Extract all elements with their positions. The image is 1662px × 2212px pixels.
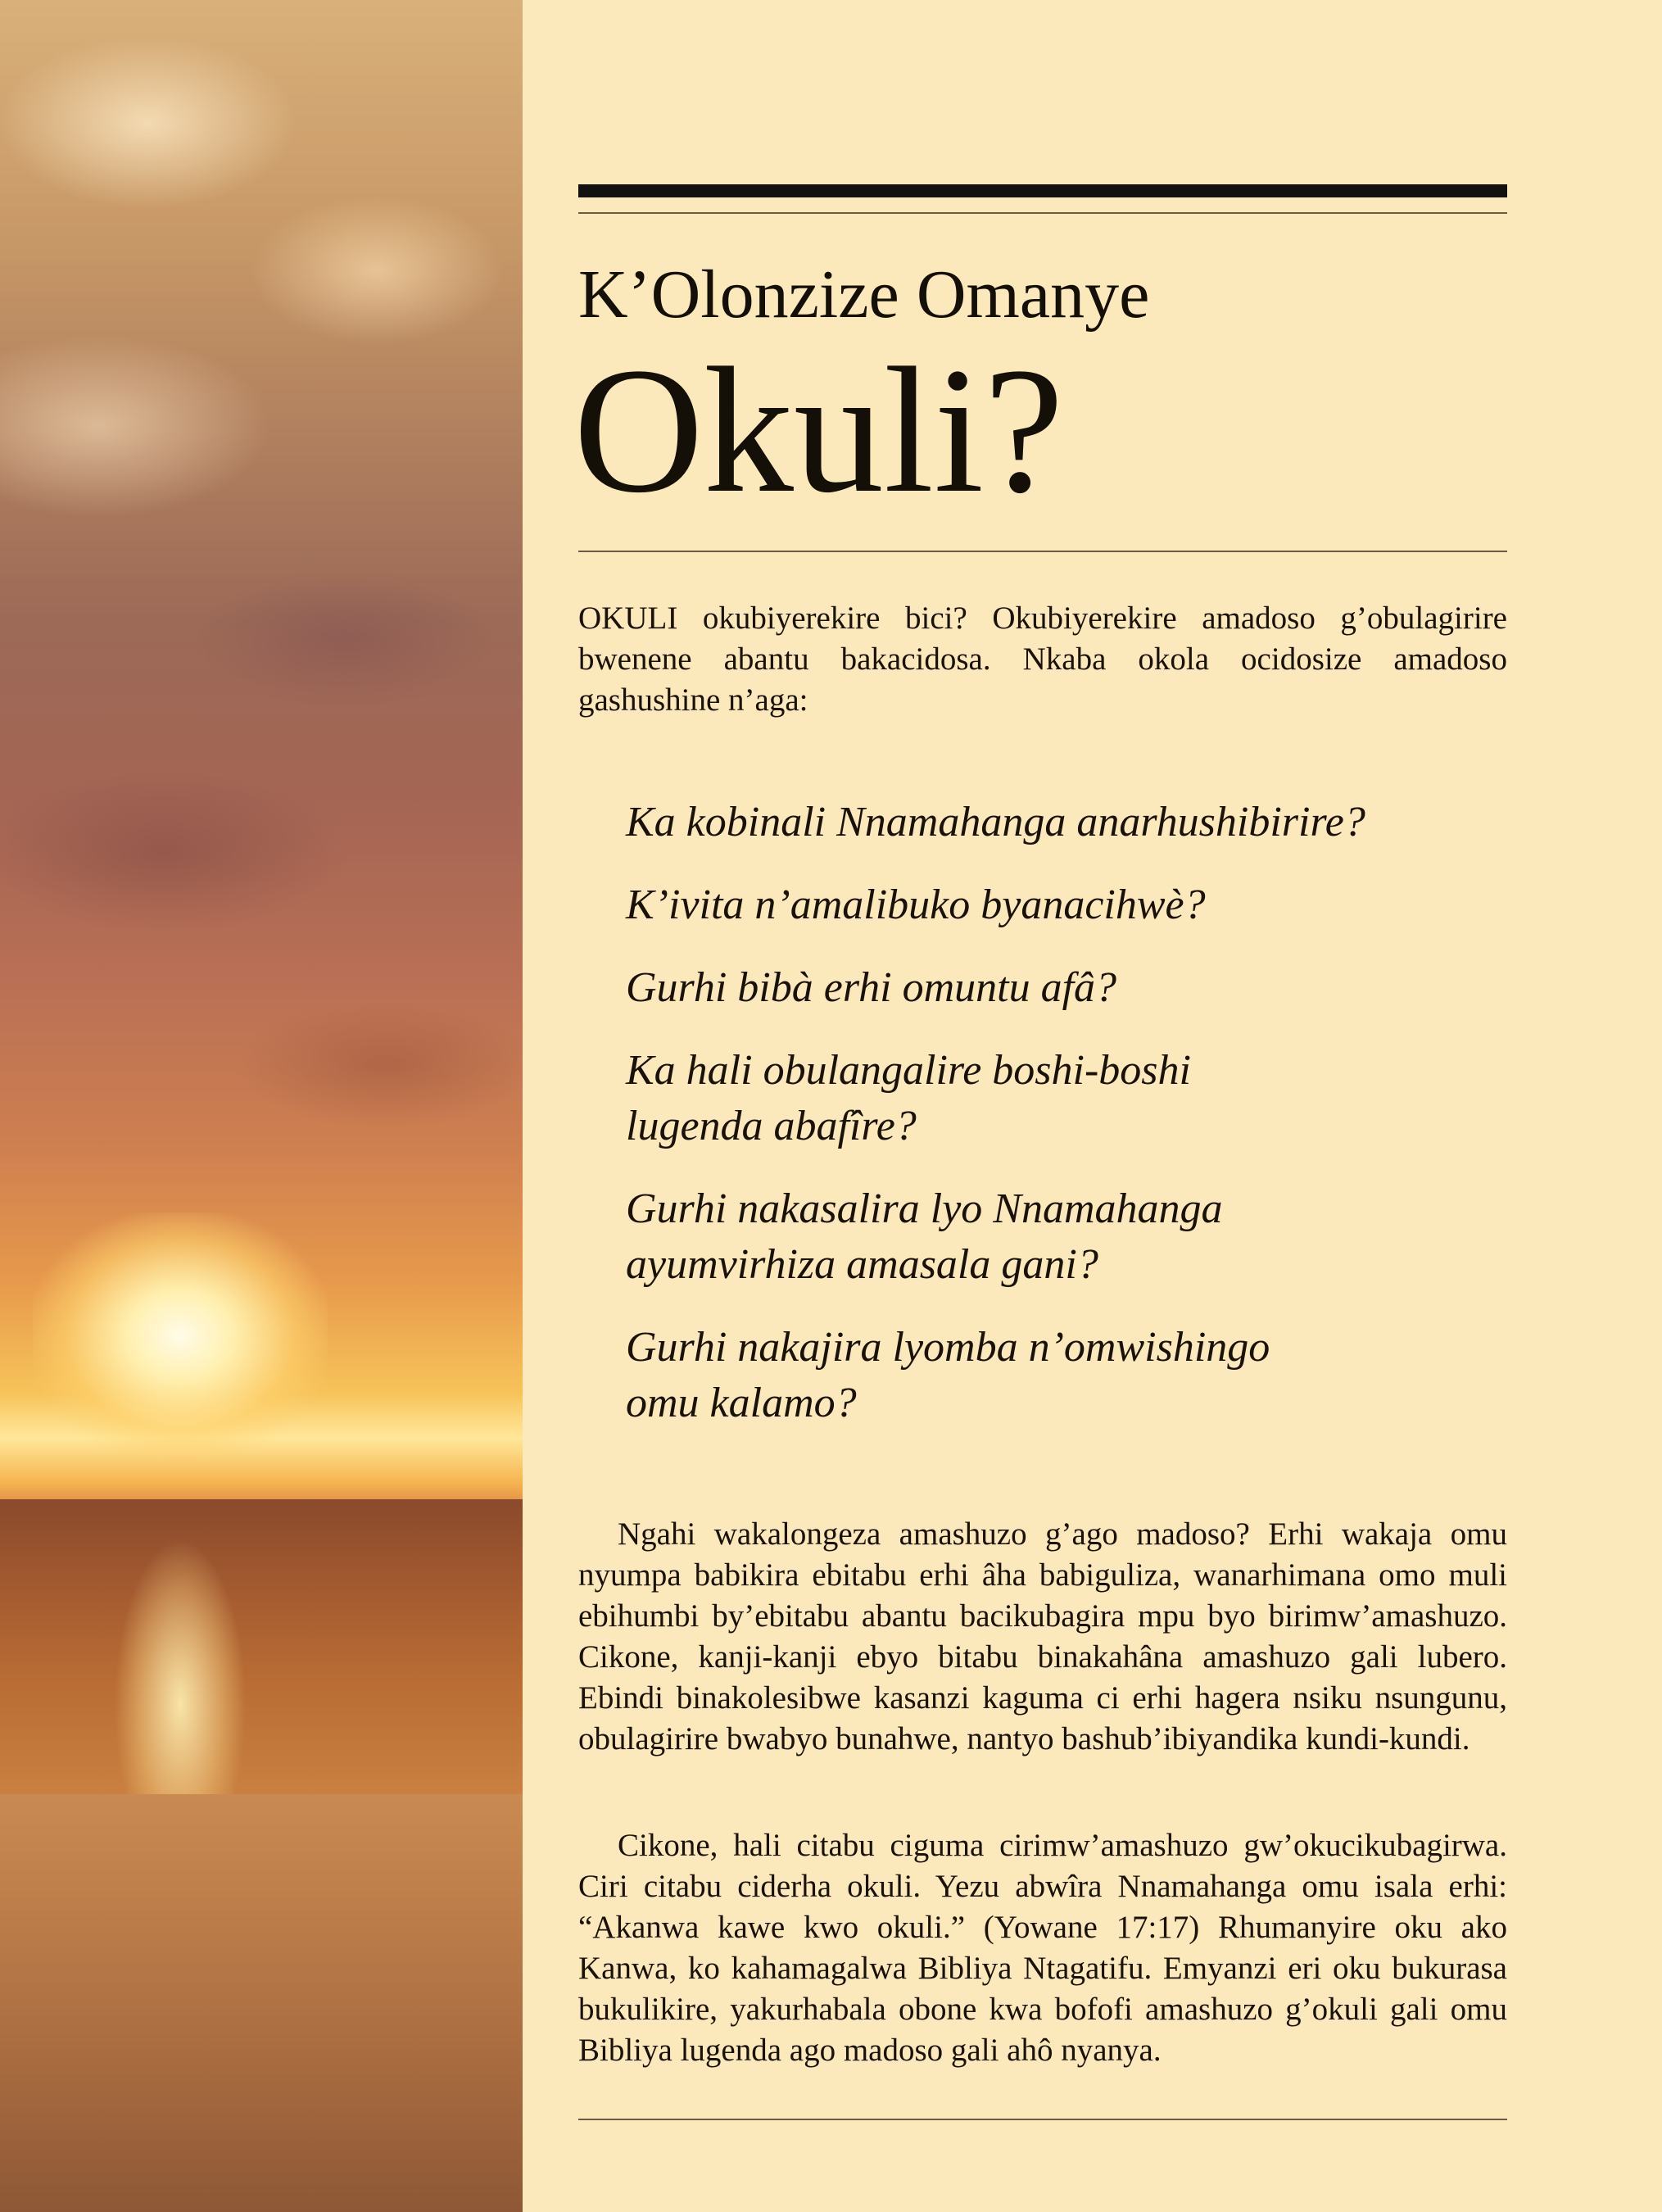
title-divider: [578, 551, 1507, 552]
question-item: Gurhi bibà erhi omuntu afâ?: [626, 964, 1117, 1011]
bottom-rule: [578, 2119, 1507, 2120]
body-paragraph: Ngahi wakalongeza amashuzo g’ago madoso? Erhi wakaja omu nyumpa babikira ebitabu erhi âha babiguliza, wanarhimana omo muli ebihumbi by’ebitabu abantu bacikubagira mpu byo birimw’amashuzo. Cikone, kanji-kanji ebyo bitabu binakahâna amashuzo gali lubero. Ebindi binakolesibwe kasanzi kaguma ci erhi hagera nsiku nsungunu, obulagirire bwabyo bunahwe, nantyo bashub’ibiyandika kundi-kundi.: [578, 1516, 1507, 1756]
question-item: Ka kobinali Nnamahanga anarhushibirire?: [626, 799, 1365, 845]
sun-glow: [33, 1213, 328, 1458]
question-item: Gurhi nakasalira lyo Nnamahanga ayumvirhiza amasala gani?: [626, 1185, 1223, 1288]
question-item: Ka hali obulangalire boshi-boshi lugenda abafîre?: [626, 1047, 1191, 1149]
page-kicker: K’Olonzize Omanye: [578, 256, 1150, 333]
top-thick-rule: [578, 184, 1507, 197]
intro-paragraph: OKULI okubiyerekire bici? Okubiyerekire amadoso g’obulagirire bwenene abantu bakacidosa. Nkaba okola ocidosize amadoso gashushine n’aga:: [578, 601, 1507, 718]
page-title: Okuli?: [573, 330, 1064, 530]
beach-sand: [0, 1794, 523, 2212]
top-thin-rule: [578, 212, 1507, 214]
body-paragraph: Cikone, hali citabu ciguma cirimw’amashuzo gw’okucikubagirwa. Ciri citabu ciderha okuli. Yezu abwîra Nnamahanga omu isala erhi: “Akanwa kawe kwo okuli.” (Yowane 17:17) Rhumanyire oku ako Kanwa, ko kahamagalwa Bibliya Ntagatifu. Emyanzi eri oku bukurasa bukulikire, yakurhabala obone kwa bofofi amashuzo g’okuli gali omu Bibliya lugenda ago madoso gali ahô nyanya.: [578, 1828, 1507, 2068]
question-item: K’ivita n’amalibuko byanacihwè?: [626, 882, 1206, 928]
question-item: Gurhi nakajira lyomba n’omwishingo omu kalamo?: [626, 1324, 1270, 1426]
question-list: [626, 795, 1507, 1458]
sunset-beach-photo: [0, 0, 523, 2212]
